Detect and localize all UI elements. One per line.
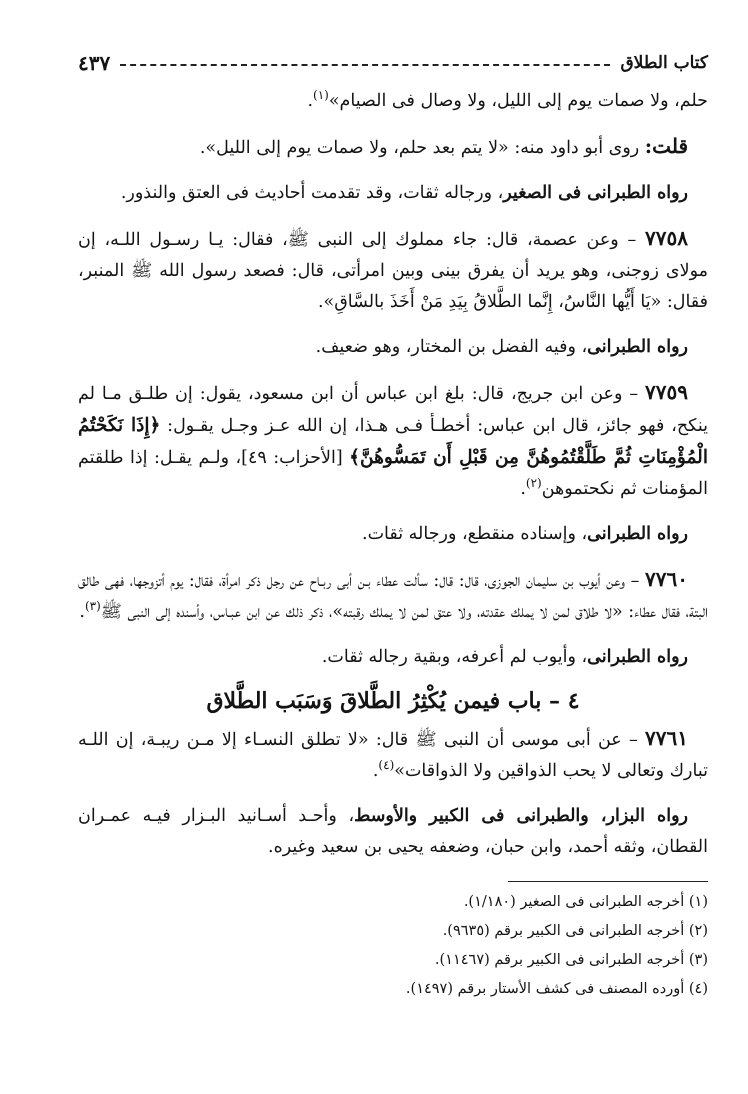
quran-verse: ﴿إِذَا نَكَحْتُمُ الْمُؤْمِنَاتِ ثُمَّ طَلَّقْتُمُوهُنَّ مِن قَبْلِ أَن تَمَسُّوهُنَّ﴾ — [78, 415, 708, 468]
hadith-number: ٧٧٥٩ — [645, 380, 688, 404]
paragraph-text: ، وأحـد أسـانيد البـزار فيـه عمـران القطان، وثقه أحمد، وابن حبان، وضعفه يحيى بن سعيد وغيره. — [78, 806, 708, 857]
paragraph-text: . — [307, 91, 314, 111]
bold-lead: رواه الطبرانى فى الصغير — [503, 183, 688, 203]
footnote-ref: (٣) — [84, 599, 101, 614]
footnotes — [78, 888, 708, 1004]
hadith-text: – وعن أيوب بن سليمان الجوزى، قال: قال: سألت عطاء بـن أبى ربـاح عن رجل ذكر امرأة، فقال: يوم أتزوجها، فهى طالق البتة، فقال عطاء: «لا طلاق لمن لا يملك عقدته، ولا عتق لمن لا يملك رقبته»، ذكر ذلك عن ابن عبـاس، وأسنده إلى النبى ﷺ — [78, 571, 708, 622]
paragraph-text: ، وإسناده منقطع، ورجاله ثقات. — [362, 524, 588, 544]
paragraph-text: حلم، ولا صمات يوم إلى الليل، ولا وصال فى الصيام» — [328, 91, 708, 111]
narration-7760 — [78, 642, 708, 673]
footnote: (٢) أخرجه الطبرانى فى الكبير برقم (٩٦٣٥). — [442, 923, 708, 939]
hadith-text: . — [520, 479, 526, 499]
hadith-7759 — [78, 377, 708, 505]
paragraph-text: ، وفيه الفضل بن المختار، وهو ضعيف. — [315, 337, 588, 357]
paragraph-text: روى أبو داود منه: «لا يتم بعد حلم، ولا صمات يوم إلى الليل». — [199, 138, 645, 158]
bold-lead: رواه الطبرانى — [587, 337, 688, 357]
header-dashed-rule — [120, 64, 610, 66]
footnote: (٤) أورده المصنف فى كشف الأستار برقم (١٤٩٧). — [405, 981, 708, 997]
hadith-number: ٧٧٦١ — [645, 726, 688, 750]
book-title: كتاب الطلاق — [620, 53, 708, 73]
paragraph-narration — [78, 178, 708, 209]
bold-lead: رواه الطبرانى — [587, 647, 688, 667]
hadith-text: – وعن ابن جريج، قال: بلغ ابن عباس أن ابن مسعود، يقول: إن طلـق مـا لم ينكح، فهو جائز، قال ابن عباس: أخطـأ فـى هـذا، إن الله عـز وجـل يقـول: — [78, 384, 708, 436]
hadith-text: – وعن عصمة، قال: جاء مملوك إلى النبى ﷺ، فقال: يـا رسـول اللـه، إن مولاى زوجنى، وهو يريد أن يفرق بينى وبين امرأتى، قال: فصعد رسول الله ﷺ المنبر، فقال: «يَا أَيُّها النَّاسُ، إِنَّما الطَّلاقُ بِيَدِ مَنْ أَخَذَ بالسَّاقِ». — [78, 230, 708, 312]
hadith-number: ٧٧٦٠ — [645, 567, 688, 591]
footnote: (٣) أخرجه الطبرانى فى الكبير برقم (١١٤٦٧). — [434, 952, 708, 968]
footnote-ref: (٢) — [525, 476, 542, 491]
bold-lead: رواه الطبرانى — [587, 524, 688, 544]
paragraph-text: ، ورجاله ثقات، وقد تقدمت أحاديث فى العتق والنذور. — [120, 183, 504, 203]
narration-7761 — [78, 801, 708, 863]
hadith-7761 — [78, 723, 708, 787]
footnote-separator — [508, 881, 708, 882]
paragraph-text: ، وأيوب لم أعرفه، وبقية رجاله ثقات. — [321, 647, 588, 667]
hadith-text: . — [372, 761, 379, 781]
page-header — [78, 48, 708, 78]
bold-lead: رواه البزار، والطبرانى فى الكبير والأوسط — [354, 806, 688, 826]
footnote: (١) أخرجه الطبرانى فى الصغير (١/١٨٠). — [463, 894, 708, 910]
hadith-7760 — [78, 564, 708, 628]
hadith-number: ٧٧٥٨ — [645, 226, 688, 250]
footnote-ref: (١) — [313, 88, 329, 103]
hadith-text: [الأحزاب: ٤٩]، ولـم يقـل: إذا طلقتم المؤمنات ثم نكحتموهن — [78, 448, 708, 499]
bold-lead: قلت: — [644, 134, 688, 158]
page-number: ٤٣٧ — [78, 51, 111, 75]
footnote-ref: (٤) — [378, 758, 395, 773]
narration-7758 — [78, 332, 708, 363]
narration-7759 — [78, 519, 708, 550]
hadith-text: – عن أبى موسى أن النبى ﷺ قال: «لا تطلق النسـاء إلا مـن ريبـة، إن اللـه تبارك وتعالى لا يحب الذواقين ولا الذواقات» — [78, 730, 708, 781]
hadith-7758 — [78, 223, 708, 318]
paragraph-qultu — [78, 131, 708, 164]
chapter-heading: ٤ – باب فيمن يُكْثِرُ الطَّلاقَ وَسَبَب الطَّلاق — [206, 688, 580, 714]
page-body — [78, 48, 708, 1004]
paragraph-continuation — [78, 86, 708, 117]
hadith-text: . — [79, 602, 85, 622]
